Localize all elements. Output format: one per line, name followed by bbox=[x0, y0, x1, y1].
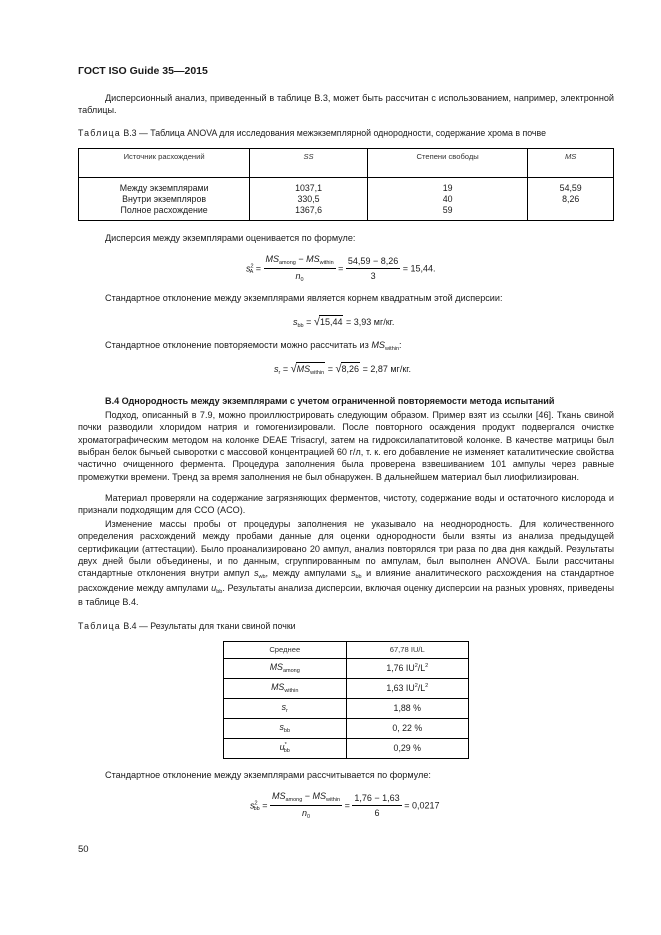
t3-cell-ms-1: 54,59 bbox=[559, 183, 582, 193]
intro-paragraph: Дисперсионный анализ, приведенный в таблице В.3, может быть рассчитан с использованием, например, электронной таблицы. bbox=[78, 93, 614, 116]
variance-text: Дисперсия между экземплярами оценивается по формуле: bbox=[105, 233, 356, 243]
table3-caption-text: В.3 — Таблица ANOVA для исследования межэкземплярной однородности, содержание хрома в почве bbox=[123, 128, 546, 138]
t4-val-ubb: 0,29 % bbox=[346, 739, 469, 759]
table4-caption-prefix: Таблица bbox=[78, 621, 121, 631]
t3-col-df bbox=[367, 178, 528, 221]
formula-sbb-squared: $s^2_{bb}$ = $\frac{MS_{among} - MS_{within}}{n_0}$ = $\frac{1,76 - 1,63}{6}$ = 0,0217 bbox=[250, 791, 440, 821]
formula4-fraction: $\frac{MS_{among} - MS_{within}}{n_0}$ bbox=[271, 791, 341, 821]
page-number: 50 bbox=[78, 844, 89, 855]
formula1-fraction-values: $\frac{54,59 - 8,26}{3}$ bbox=[347, 256, 399, 282]
table-row bbox=[224, 679, 469, 699]
t3-row-total: Полное расхождение bbox=[120, 204, 208, 215]
formula-variance-between: $s^2_A$ = $\frac{MS_{among} - MS_{within}}{n_0}$ = $\frac{54,59 - 8,26}{3}$ = 15,44. bbox=[246, 254, 436, 284]
t3-cell-df-1: 19 bbox=[442, 183, 453, 193]
t3-col-source bbox=[79, 178, 250, 221]
t3-header-source: Источник расхождений bbox=[79, 149, 250, 178]
t3-cell-df-2: 40 bbox=[442, 193, 453, 204]
t3-col-ss bbox=[250, 178, 368, 221]
section-b4-heading: В.4 Однородность между экземплярами с учетом ограниченной повторяемости метода испытаний bbox=[105, 396, 555, 406]
t3-header-ms: MS bbox=[528, 149, 614, 178]
t3-header-ss: SS bbox=[250, 149, 368, 178]
sqrt-icon: √ bbox=[313, 316, 320, 328]
t3-cell-ss-3: 1367,6 bbox=[295, 204, 322, 215]
table3-caption bbox=[78, 128, 546, 140]
t3-header-df: Степени свободы bbox=[367, 149, 528, 178]
b4-paragraph-1: Подход, описанный в 7.9, можно проиллюстрировать следующим образом. Пример взят из ссылки [46]. Ткань свиной почки разводили хлоридом натрия и гомогенизировали. После повторного осаждения продукт подвергался очистке хроматографическим методом на колонке DEAE Trisacryl, затем на гидроксилапатитовой колонке. В качестве матрицы был выбран белок бычьей сыворотки с массовой концентрацией 60 г/л, т. к. его добавление не изменяет каталитические свойства частично очищенного фермента. Процедура заполнения была проверена взвешиванием 101 ампулы через равные промежутки времени. Тренд за время заполнения не был обнаружен. В дальнейшем материал был лиофилизирован. bbox=[78, 410, 614, 482]
t4-val-ms-within: 1,63 $IU^2/L^2$ bbox=[346, 679, 469, 699]
table-row bbox=[224, 739, 469, 759]
b4-paragraph-3: Изменение массы пробы от процедуры заполнения не указывало на неоднородность. Для количественного определения расхождений между пробами данные для оценки однородности были взяты из анализа предыдущей сертификации (аттестации). Было проанализировано 20 ампул, анализ повторялся три раза по два дня каждый. Результаты двух дней были объединены, и по данным, сгруппированным по ампулам, был выполнен ANOVA. Были рассчитаны стандартные отклонения внутри ампул $s_{wb}$, между ампулами $s_{bb}$ и влияние аналитического расхождения на стандартное расхождение между ампулами $u_{bb}$. Результаты анализа дисперсии, включая оценку дисперсии на разных уровнях, приведены в таблице В.4. bbox=[78, 519, 615, 608]
sd-text: Стандартное отклонение между экземплярами является корнем квадратным этой дисперсии: bbox=[105, 293, 503, 303]
formula1-fraction: $\frac{MS_{among} - MS_{within}}{n_0}$ bbox=[265, 254, 334, 284]
document-header: ГОСТ ISO Guide 35—2015 bbox=[78, 65, 208, 77]
t3-cell-ms-2: 8,26 bbox=[562, 193, 580, 204]
t3-col-ms bbox=[528, 178, 614, 221]
results-table bbox=[223, 641, 469, 759]
t3-row-between: Между экземплярами bbox=[119, 183, 209, 193]
sqrt-icon: √ bbox=[335, 363, 342, 375]
t3-cell-ss-2: 330,5 bbox=[297, 193, 320, 204]
t3-row-within: Внутри экземпляров bbox=[122, 193, 207, 204]
t4-header-value: 67,78 IU/L bbox=[346, 642, 469, 659]
t4-val-ms-among: 1,76 $IU^2/L^2$ bbox=[346, 659, 469, 679]
anova-table bbox=[78, 148, 614, 221]
table-row bbox=[224, 699, 469, 719]
formula4-fraction-values: $\frac{1,76 - 1,63}{6}$ bbox=[354, 793, 400, 819]
t4-val-sbb: 0, 22 % bbox=[346, 719, 469, 739]
formula-sd-repeatability: $s_r = √MS_{within} = √8,26 = 2,87$ мг/кг. bbox=[274, 363, 411, 376]
table4-caption bbox=[78, 621, 296, 633]
t4-sym-ms-within: $MS_{within}$ bbox=[224, 679, 347, 699]
b4-paragraph-2: Материал проверяли на содержание загрязняющих ферментов, чистоту, содержание воды и остаточного кислорода и признали подходящим для CCO (ACO). bbox=[78, 493, 614, 516]
formula-sd-between: $s_{bb} = √15,44 = 3,93$ мг/кг. bbox=[293, 316, 395, 329]
sqrt-icon: √ bbox=[290, 363, 297, 375]
t4-val-sr: 1,88 % bbox=[346, 699, 469, 719]
table3-caption-prefix: Таблица bbox=[78, 128, 121, 138]
t4-sym-sr: $s_r$ bbox=[224, 699, 347, 719]
table-row bbox=[224, 659, 469, 679]
t3-cell-df-3: 59 bbox=[442, 204, 453, 215]
repeatability-text: Стандартное отклонение повторяемости можно рассчитать из $MS_{within}$: bbox=[105, 340, 402, 352]
t4-header-mean: Среднее bbox=[224, 642, 347, 659]
t4-sym-ms-among: $MS_{among}$ bbox=[224, 659, 347, 679]
t4-sym-sbb: $s_{bb}$ bbox=[224, 719, 347, 739]
t4-sym-ubb: $u^*_{bb}$ bbox=[224, 739, 347, 759]
table-row bbox=[224, 719, 469, 739]
table4-caption-text: В.4 — Результаты для ткани свиной почки bbox=[123, 621, 296, 631]
sd2-text: Стандартное отклонение между экземплярами рассчитывается по формуле: bbox=[105, 770, 431, 780]
t3-cell-ss-1: 1037,1 bbox=[295, 183, 322, 193]
